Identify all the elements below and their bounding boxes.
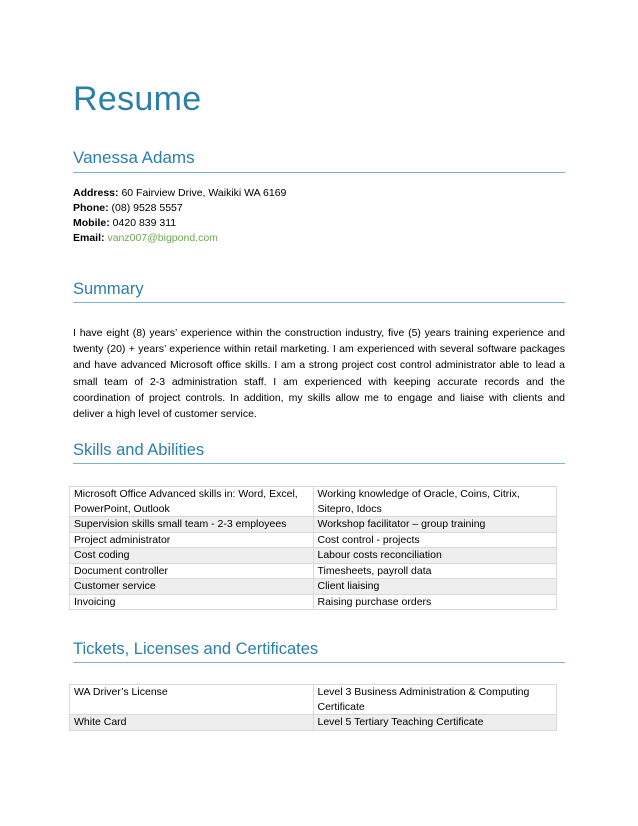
tickets-divider — [73, 662, 565, 663]
tickets-heading: Tickets, Licenses and Certificates — [73, 640, 319, 658]
table-cell: Project administrator — [70, 532, 314, 548]
table-cell: Invoicing — [70, 594, 314, 610]
page-title: Resume — [73, 80, 202, 118]
table-row — [70, 548, 557, 564]
table-cell: Cost coding — [70, 548, 314, 564]
table-cell: White Card — [70, 715, 314, 731]
mobile-label: Mobile: — [73, 217, 110, 229]
table-cell: Raising purchase orders — [313, 594, 557, 610]
table-cell: Client liaising — [313, 579, 557, 595]
table-cell: Working knowledge of Oracle, Coins, Citrix, Sitepro, Idocs — [313, 487, 557, 517]
phone-row — [73, 201, 286, 216]
table-row — [70, 487, 557, 517]
table-cell: Document controller — [70, 563, 314, 579]
address-value: 60 Fairview Drive, Waikiki WA 6169 — [121, 187, 287, 199]
table-cell: Customer service — [70, 579, 314, 595]
email-row — [73, 231, 286, 246]
table-cell: WA Driver’s License — [70, 685, 314, 715]
table-row — [70, 685, 557, 715]
mobile-row — [73, 216, 286, 231]
address-row — [73, 186, 286, 201]
name-divider — [73, 172, 565, 173]
summary-text: I have eight (8) years’ experience within the construction industry, five (5) years training experience and twenty (20) + years’ experience within retail marketing. I am experienced with several software packages and have advanced Microsoft office skills. I am a strong project cost control administrator able to lead a small team of 2-3 administration staff. I am experienced with keeping accurate records and the coordination of project controls. In addition, my skills allow me to engage and liaise with clients and deliver a high level of customer service. — [73, 327, 565, 421]
table-row — [70, 563, 557, 579]
table-row — [70, 532, 557, 548]
table-cell: Cost control - projects — [313, 532, 557, 548]
email-label: Email: — [73, 232, 105, 244]
phone-value: (08) 9528 5557 — [111, 202, 183, 214]
table-cell: Workshop facilitator – group training — [313, 517, 557, 533]
summary-divider — [73, 302, 565, 303]
mobile-value: 0420 839 311 — [112, 217, 177, 229]
applicant-name: Vanessa Adams — [73, 148, 195, 167]
summary-heading: Summary — [73, 280, 144, 298]
skills-divider — [73, 463, 565, 464]
tickets-table — [69, 684, 557, 731]
skills-heading: Skills and Abilities — [73, 441, 205, 459]
table-cell: Timesheets, payroll data — [313, 563, 557, 579]
table-cell: Level 5 Tertiary Teaching Certificate — [313, 715, 557, 731]
contact-block — [73, 186, 286, 246]
table-cell: Microsoft Office Advanced skills in: Word, Excel, PowerPoint, Outlook — [70, 487, 314, 517]
table-row — [70, 579, 557, 595]
table-cell: Level 3 Business Administration & Computing Certificate — [313, 685, 557, 715]
address-label: Address: — [73, 187, 119, 199]
phone-label: Phone: — [73, 202, 109, 214]
table-cell: Supervision skills small team - 2-3 employees — [70, 517, 314, 533]
email-link[interactable]: vanz007@bigpond.com — [107, 232, 218, 244]
table-row — [70, 715, 557, 731]
table-row — [70, 594, 557, 610]
table-cell: Labour costs reconciliation — [313, 548, 557, 564]
skills-table — [69, 486, 557, 610]
table-row — [70, 517, 557, 533]
